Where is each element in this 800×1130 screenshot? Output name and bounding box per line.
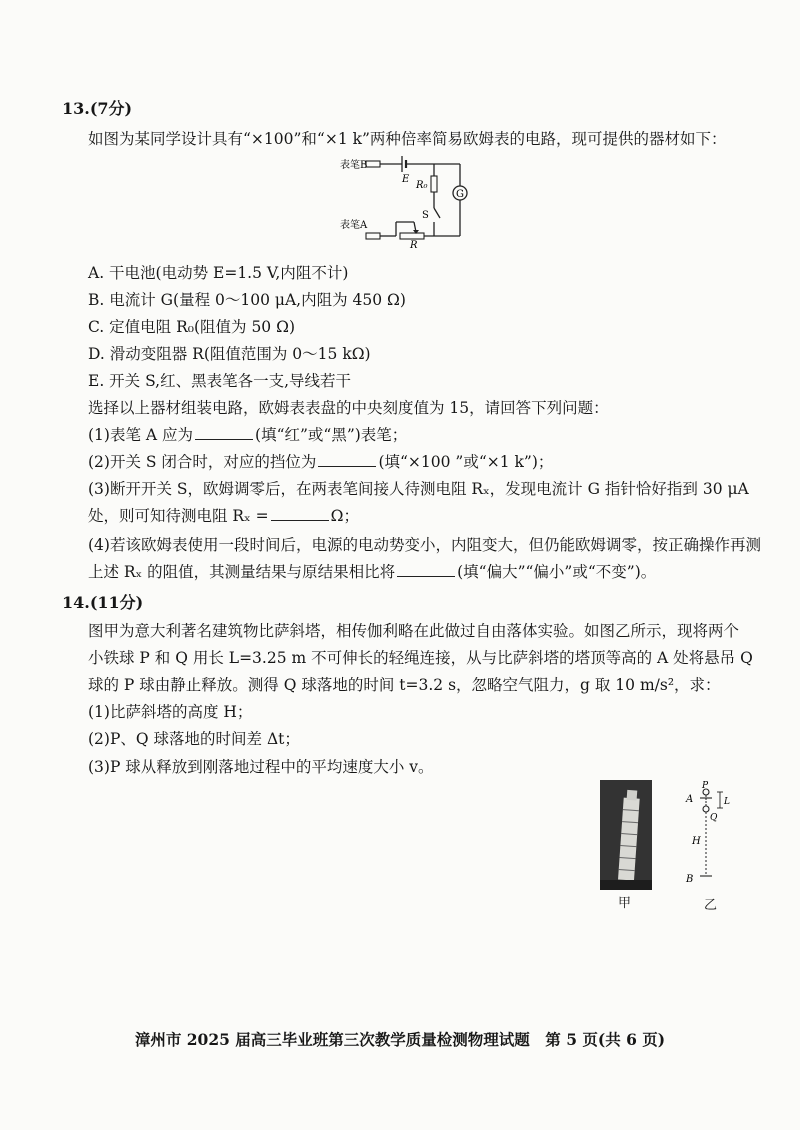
- answer-blank-4[interactable]: [397, 562, 455, 577]
- ball-q: [703, 806, 709, 812]
- pen-a-terminal: [366, 233, 380, 239]
- q13-sub1-text-b: (填“红”或“黑”)表笔；: [255, 426, 408, 444]
- q13-sub4-line2: [88, 561, 740, 583]
- q14-para-line-2: 小铁球 P 和 Q 用长 L=3.25 m 不可伸长的轻绳连接，从与比萨斜塔的塔顶等高的 A 处将悬吊 Q: [88, 649, 753, 667]
- q13-sub2-text-a: (2)开关 S 闭合时，对应的挡位为: [88, 453, 317, 471]
- q13-sub1: [88, 424, 740, 446]
- q13-sub1-text-a: (1)表笔 A 应为: [88, 426, 194, 444]
- q13-sub4-text-a: 上述 Rₓ 的阻值，其测量结果与原结果相比将: [88, 563, 396, 581]
- rheostat-symbol: [400, 233, 424, 239]
- q14-sub1: (1)比萨斜塔的高度 H；: [88, 703, 253, 721]
- label-p: P: [702, 781, 709, 791]
- q13-sub2: [88, 451, 740, 473]
- page-footer: 漳州市 2025 届高三毕业班第三次教学质量检测物理试题 第 5 页(共 6 页): [134, 1030, 666, 1049]
- q13-instruction: 选择以上器材组装电路，欧姆表表盘的中央刻度值为 15，请回答下列问题：: [88, 399, 609, 417]
- label-r: R: [410, 240, 418, 248]
- label-b: B: [686, 874, 694, 885]
- label-q: Q: [710, 813, 718, 823]
- q13-sub4-line1: (4)若该欧姆表使用一段时间后，电源的电动势变小，内阻变大，但仍能欧姆调零，按正确操作再测: [88, 536, 761, 554]
- label-s: S: [422, 210, 429, 221]
- q14-sub3: (3)P 球从释放到刚落地过程中的平均速度大小 v。: [88, 758, 434, 776]
- q13-item-a: A. 干电池(电动势 E=1.5 V,内阻不计): [88, 264, 349, 282]
- q13-sub3-line1: (3)断开开关 S，欧姆调零后，在两表笔间接人待测电阻 Rₓ，发现电流计 G 指针恰好指到 30 μA: [88, 480, 749, 498]
- q14-para-line-3: 球的 P 球由静止释放。测得 Q 球落地的时间 t=3.2 s，忽略空气阻力，g 取 10 m/s²，求：: [88, 676, 721, 694]
- q13-item-b: B. 电流计 G(量程 0～100 μA,内阻为 450 Ω): [88, 291, 406, 309]
- leaning-tower-photo: [600, 780, 652, 890]
- figure-label-yi: 乙: [704, 898, 718, 913]
- q13-item-e: E. 开关 S,红、黑表笔各一支,导线若干: [88, 372, 352, 390]
- q13-heading: 13.(7分): [62, 99, 133, 118]
- switch-symbol: [434, 208, 440, 218]
- q13-sub3-text-b: Ω；: [330, 507, 359, 525]
- label-pen-a: 表笔A: [340, 220, 368, 231]
- q13-sub4-text-b: (填“偏大”“偏小”或“不变”)。: [457, 563, 657, 581]
- label-g: G: [456, 189, 464, 200]
- ohmmeter-circuit-diagram: [340, 152, 480, 248]
- pen-b-terminal: [366, 161, 380, 167]
- q13-item-d: D. 滑动变阻器 R(阻值范围为 0～15 kΩ): [88, 345, 371, 363]
- answer-blank-1[interactable]: [195, 425, 253, 440]
- q13-sub2-text-b: (填“×100 ”或“×1 k”)；: [378, 453, 554, 471]
- q14-heading: 14.(11分): [62, 593, 144, 612]
- label-l: L: [724, 797, 730, 807]
- label-h: H: [692, 836, 701, 847]
- q13-sub3-line2: [88, 505, 740, 527]
- r0-resistor-symbol: [431, 176, 437, 192]
- figure-label-jia: 甲: [618, 896, 632, 911]
- q14-sub2: (2)P、Q 球落地的时间差 Δt；: [88, 730, 300, 748]
- falling-balls-diagram: [680, 778, 740, 890]
- q13-item-c: C. 定值电阻 R₀(阻值为 50 Ω): [88, 318, 295, 336]
- answer-blank-2[interactable]: [318, 452, 376, 467]
- q13-intro: 如图为某同学设计具有“×100”和“×1 k”两种倍率简易欧姆表的电路，现可提供的器材如下：: [88, 130, 727, 148]
- q13-sub3-text-a: 处，则可知待测电阻 Rₓ =: [88, 507, 269, 525]
- label-r0: R₀: [416, 180, 428, 191]
- label-pen-b: 表笔B: [340, 160, 368, 171]
- label-a: A: [686, 794, 694, 805]
- label-e: E: [402, 174, 410, 185]
- answer-blank-3[interactable]: [271, 506, 329, 521]
- q14-para-line-1: 图甲为意大利著名建筑物比萨斜塔，相传伽利略在此做过自由落体实验。如图乙所示，现将两个: [88, 622, 740, 640]
